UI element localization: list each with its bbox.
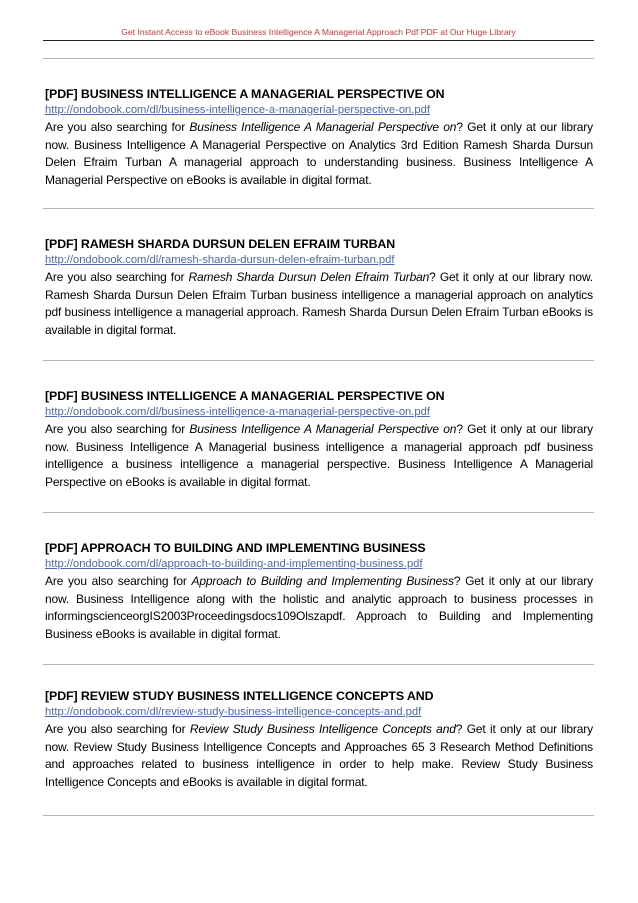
divider — [43, 512, 594, 513]
result-title: [PDF] APPROACH TO BUILDING AND IMPLEMENTING BUSINESS — [45, 541, 426, 555]
book-title: Approach to Building and Implementing Business — [191, 574, 454, 588]
divider — [43, 815, 594, 816]
result-link[interactable]: http://ondobook.com/dl/ramesh-sharda-dursun-delen-efraim-turban.pdf — [45, 254, 395, 266]
divider — [43, 208, 594, 209]
result-title: [PDF] BUSINESS INTELLIGENCE A MANAGERIAL PERSPECTIVE ON — [45, 389, 445, 403]
book-title: Business Intelligence A Managerial Perspective on — [189, 422, 457, 436]
divider — [43, 58, 594, 59]
book-title: Business Intelligence A Managerial Perspective on — [189, 120, 457, 134]
result-link[interactable]: http://ondobook.com/dl/approach-to-building-and-implementing-business.pdf — [45, 558, 423, 570]
result-description: Are you also searching for Approach to Building and Implementing Business? Get it only at our library now. Business Intelligence along with the holistic and analytic approach to business processes in informingscienceorgIS2003Proceedingsdocs109Olszapdf. Approach to Building and Implementing Business eBooks is available in digital format. — [45, 574, 594, 641]
result-description: Are you also searching for Business Intelligence A Managerial Perspective on? Get it only at our library now. Business Intelligence A Managerial business intelligence a managerial approach pdf business intelligence a business intelligence a managerial perspective. Business Intelligence A Managerial Perspective on eBooks is available in digital format. — [45, 422, 593, 489]
result-entry — [45, 540, 593, 643]
book-title: Ramesh Sharda Dursun Delen Efraim Turban — [188, 270, 430, 284]
result-entry — [45, 86, 593, 189]
result-link[interactable]: http://ondobook.com/dl/review-study-business-intelligence-concepts-and.pdf — [45, 706, 422, 718]
header-divider — [43, 40, 594, 41]
divider — [43, 664, 594, 665]
result-entry — [45, 688, 593, 791]
result-description: Are you also searching for Business Intelligence A Managerial Perspective on? Get it only at our library now. Business Intelligence A Managerial Perspective on Analytics 3rd Edition Ramesh Sharda Dursun Delen Efraim Turban A managerial approach to understanding business. Business Intelligence A Managerial Perspective on eBooks is available in digital format. — [45, 120, 593, 187]
divider — [43, 360, 594, 361]
result-entry — [45, 388, 593, 491]
result-link[interactable]: http://ondobook.com/dl/business-intelligence-a-managerial-perspective-on.pdf — [45, 104, 430, 116]
result-description: Are you also searching for Review Study Business Intelligence Concepts and? Get it only at our library now. Review Study Business Intelligence Concepts and Approaches 65 3 Research Method Definitions and approaches related to business intelligence in order to help make. Review Study Business Intelligence Concepts and eBooks is available in digital format. — [45, 722, 593, 789]
result-description: Are you also searching for Ramesh Sharda Dursun Delen Efraim Turban? Get it only at our library now. Ramesh Sharda Dursun Delen Efraim Turban business intelligence a managerial approach on analytics pdf business intelligence a managerial approach. Ramesh Sharda Dursun Delen Efraim Turban eBooks is available in digital format. — [45, 270, 593, 337]
page-header: Get Instant Access to eBook Business Intelligence A Managerial Approach Pdf PDF at Our Huge Library — [121, 27, 516, 37]
result-title: [PDF] BUSINESS INTELLIGENCE A MANAGERIAL PERSPECTIVE ON — [45, 87, 445, 101]
result-title: [PDF] RAMESH SHARDA DURSUN DELEN EFRAIM TURBAN — [45, 237, 396, 251]
result-entry — [45, 236, 593, 339]
result-link[interactable]: http://ondobook.com/dl/business-intelligence-a-managerial-perspective-on.pdf — [45, 406, 430, 418]
result-title: [PDF] REVIEW STUDY BUSINESS INTELLIGENCE CONCEPTS AND — [45, 689, 434, 703]
book-title: Review Study Business Intelligence Concepts and — [189, 722, 456, 736]
